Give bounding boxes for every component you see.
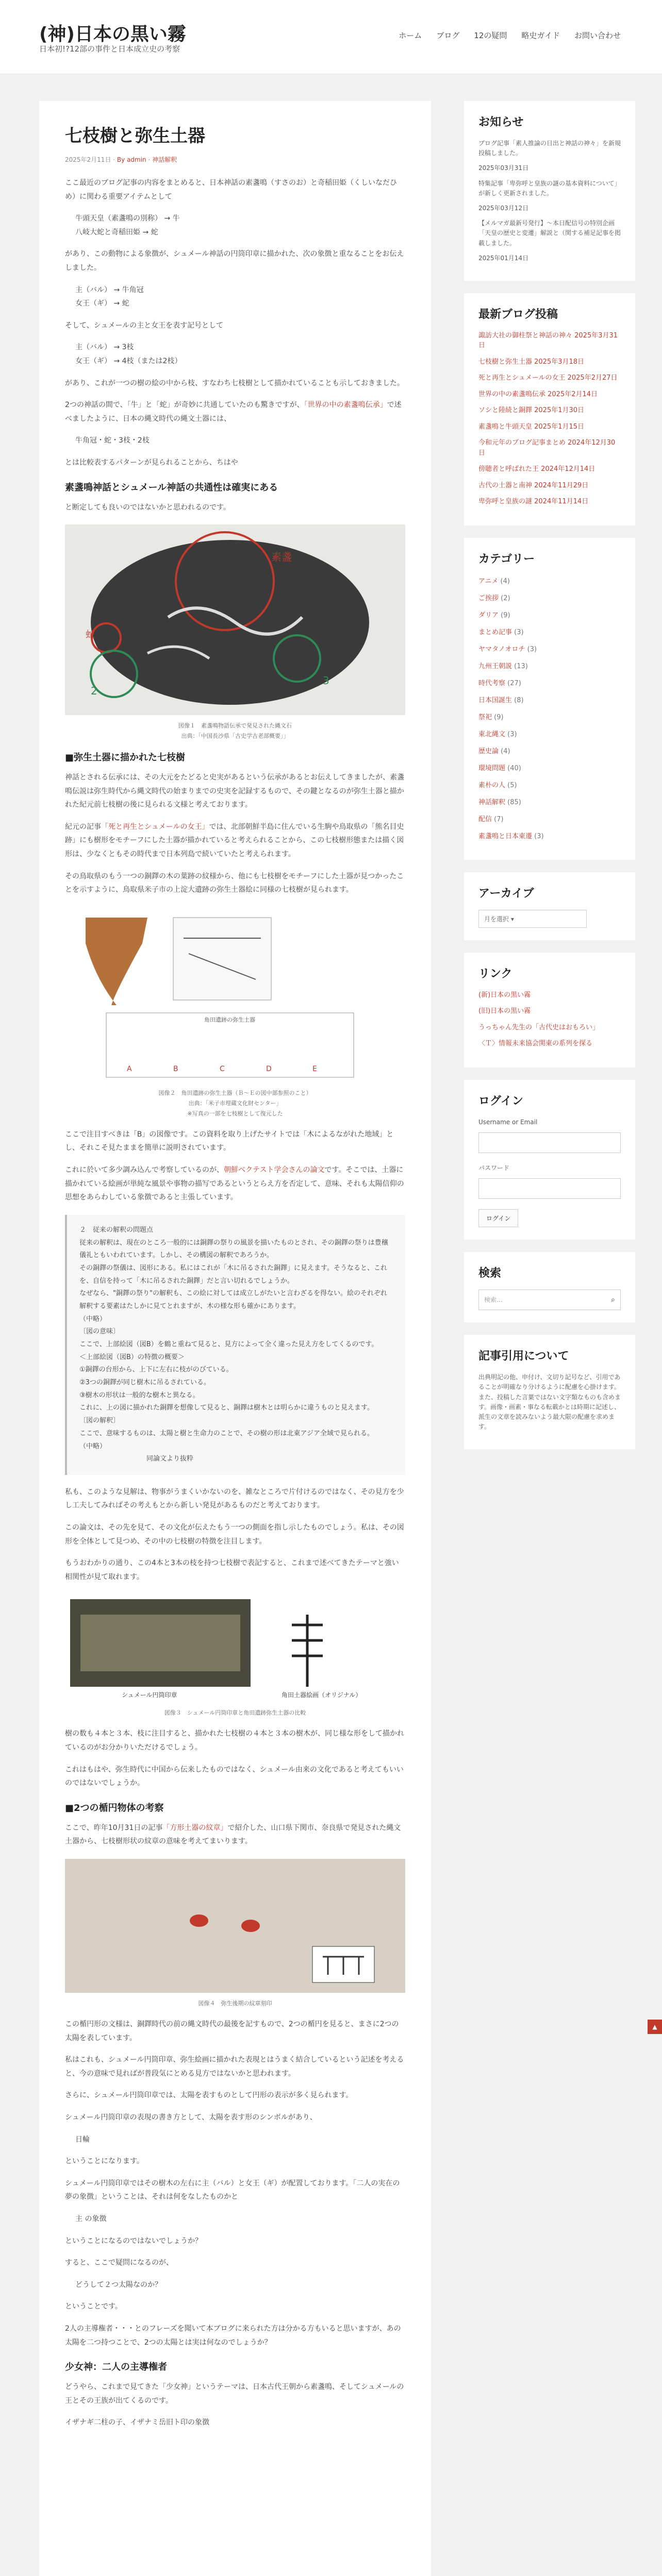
category-item[interactable]	[478, 694, 621, 704]
search-widget	[464, 1252, 635, 1323]
search-icon[interactable]: ⌕	[611, 1296, 615, 1304]
category-name[interactable]: 東北縄文	[478, 730, 506, 738]
quote-line: 従来の解釈は、現在のところ一般的には銅鐸の祭りの風景を描いたものとされ、その銅鐸の祭りは豊穣儀礼ともいわれています。しかし、その構図の解釈であろうか。	[79, 1239, 388, 1260]
paragraph: ここで注目すべきは「B」の図像です。この資料を取り上げたサイトでは「木によるながれた地域」とし、それこそ見たままを簡単に説明されています。	[65, 1130, 394, 1153]
paragraph: とは比較表するパターンが見られることから、ちはや	[65, 458, 238, 467]
post-category[interactable]: 神話解釈	[152, 156, 177, 163]
external-link[interactable]: 〈Ｔ〉情報未来協会関東の系列を探る	[478, 1040, 593, 1048]
category-name[interactable]: 日本国誕生	[478, 696, 512, 704]
paragraph: イザナギ二柱の子、イザナミ岳旧ト印の象徴	[65, 2418, 209, 2427]
quote-line: （中略）	[79, 1315, 107, 1323]
external-link[interactable]: (旧)日本の黒い霧	[478, 1007, 531, 1015]
paragraph	[65, 820, 405, 861]
notice-widget	[464, 101, 635, 281]
quote-line: ①銅鐸の台形から、上下に左右に枝がのびている。	[79, 1366, 233, 1374]
archive-select[interactable]	[478, 910, 587, 928]
category-name[interactable]: 素朴の人	[478, 781, 506, 789]
text: で述べましたように、日本の縄文時代の縄文土器には、	[65, 401, 402, 423]
paragraph: シュメール円筒印章ではその樹木の左右に主（バル）と女王（ギ）が配置しております。「二人の実在の夢の象徴」ということは、それは何をなしたものかと	[65, 2179, 400, 2201]
figure-note: ※写真の一部を七枝樹として復元した	[187, 1110, 283, 1117]
category-name[interactable]: 九州王朝説	[478, 662, 512, 670]
pottery-illustration	[65, 907, 405, 1082]
category-count: (85)	[507, 798, 521, 806]
text: では、北部朝鮮半島に住んでいる生駒や鳥取県の「熊名目史跡」にも樹形をモチーフにした土器が描かれていると考えられることから、この七枝樹形態または描く図形は、少なくともその時代まで日本列島で続いていたと考えられます。	[65, 822, 404, 859]
category-item[interactable]	[478, 814, 621, 823]
widget-title: お知らせ	[478, 116, 524, 129]
category-item[interactable]	[478, 575, 621, 585]
paragraph: 私も、このような見解は、物事がうまくいかないのを、雑なところで片付けるのではなく、その見方を少し工夫してみればその考えもとから新しい発見があるものだと考えております。	[65, 1487, 404, 1510]
username-label: Username or Email	[478, 1118, 538, 1126]
password-input[interactable]	[478, 1178, 621, 1199]
category-count: (7)	[494, 815, 504, 823]
search-placeholder: 検索...	[484, 1296, 503, 1303]
recent-post-link[interactable]: 古代の土器と南神 2024年11月29日	[478, 481, 589, 489]
fig2-label-c: C	[220, 1064, 225, 1073]
category-name[interactable]: 素盞鳴と日本東遷	[478, 832, 533, 840]
widget-title: ログイン	[478, 1094, 523, 1108]
inline-link[interactable]: 「方形土器の紋章」	[162, 1823, 228, 1832]
recent-post-link[interactable]: 傍聴者と呼ばれた王 2024年12月14日	[478, 465, 595, 473]
category-count: (3)	[534, 832, 544, 840]
fig1-label-2: 2	[91, 685, 97, 698]
figure-stone	[65, 524, 405, 715]
category-item[interactable]	[478, 643, 621, 653]
post-date: 2025年2月11日	[65, 156, 111, 163]
notice-item[interactable]: ブログ記事「素人推論の日出と神話の神々」を新規投稿しました。	[478, 140, 621, 157]
fig2-label-a: A	[127, 1064, 132, 1073]
paragraph: この楯円形の文様は、銅鐸時代の前の縄文時代の最後を記すもので、2つの楯円を見ると、まさに2つの太陽を表しています。	[65, 2020, 399, 2042]
category-item[interactable]	[478, 592, 621, 602]
quote-line: なぜなら、"銅鐸の祭り"の解釈も、この絵に対しては成立しがたいと言わざるを得ない。絵のそれぞれ解釈する要素はたしかに見てとれますが、木の様な形も確かにあります。	[79, 1290, 387, 1310]
chevron-down-icon: ▾	[510, 915, 514, 923]
list-line: 牛角冠・蛇・3枝・2枝	[75, 436, 150, 445]
category-count: (3)	[514, 628, 524, 636]
section-heading: 素盞鳴神話とシュメール神話の共通性は確実にある	[65, 482, 278, 493]
post-title: 七枝樹と弥生土器	[65, 126, 205, 146]
category-count: (9)	[494, 713, 504, 721]
category-name[interactable]: 環境問題	[478, 764, 506, 772]
paragraph: すると、ここで疑問になるのが、	[65, 2259, 173, 2267]
paragraph: があり、これが一つの樹の絵の中から枝、すなわち七枝樹として描かれていることも示しておきました。	[65, 379, 404, 387]
category-name[interactable]: 配信	[478, 815, 492, 823]
figure-caption: 図像３ シュメール円筒印章と角田遺跡弥生土器の比較	[164, 1709, 306, 1717]
paragraph: 私はこれも、シュメール円筒印章、弥生絵画に描かれた表現とはうまく結合しているという記述を考えると、今の意味で見ればが普段気にとめる見方ではないかと思われます。	[65, 2056, 404, 2078]
inline-link[interactable]: 「世界の中の素盞鳴伝承」	[304, 401, 387, 410]
category-count: (40)	[507, 764, 521, 772]
category-name[interactable]: 時代考察	[478, 679, 506, 687]
category-name[interactable]: 歴史論	[478, 747, 499, 755]
recent-post-link[interactable]: 諏訪大社の御柱祭と神話の神々 2025年3月31日	[478, 331, 618, 350]
category-count: (8)	[514, 696, 524, 704]
category-item[interactable]	[478, 831, 621, 840]
category-item[interactable]	[478, 762, 621, 772]
fig3-label-sumer: シュメール円筒印章	[122, 1691, 177, 1699]
widget-title: 最新ブログ投稿	[478, 308, 558, 321]
figure-seal-compare	[65, 1594, 405, 1702]
category-count: (3)	[527, 645, 537, 653]
quote-line: ③樹木の形状は一般的な樹木と異なる。	[79, 1391, 200, 1399]
fig2-label-b: B	[173, 1064, 178, 1073]
login-button[interactable]: ログイン	[478, 1209, 518, 1227]
text: 紀元の記事	[65, 822, 101, 831]
login-widget	[464, 1080, 635, 1240]
paragraph: があり、この動物による象徴が、シュメール神話の円筒印章に描かれた、次の象徴と重なることをお伝えしました。	[65, 250, 404, 272]
category-name[interactable]: まとめ記事	[478, 628, 512, 636]
paragraph	[65, 1821, 405, 1849]
category-item[interactable]	[478, 677, 621, 687]
text: 2つの神話の間で、「牛」と「蛇」が奇妙に共通していたのも驚きですが、	[65, 401, 304, 410]
category-count: (4)	[500, 577, 510, 585]
widget-title: 記事引用について	[478, 1350, 569, 1363]
nav-guide[interactable]: 略史ガイド	[521, 31, 560, 40]
category-name[interactable]: ご挨拶	[478, 594, 499, 602]
main-nav	[399, 30, 621, 41]
figure-pottery	[65, 907, 405, 1082]
citation-text: 出典明記の他、申付け、文切り記号など、引用であることが明確なり分けるように配慮を心掛けます。また、投稿した言葉ではない文字類なものも含めます。画像・画素・事なる転載かとは時期に記述し、派生の文章を読みないよう最大限の配慮を求めます。	[478, 1374, 621, 1431]
text: ここで、昨年10月31日の記事	[65, 1823, 163, 1832]
archive-select-value: 月を選択	[484, 915, 509, 923]
quote-line: ②3つの銅鐸が同じ樹木に吊るされている。	[79, 1379, 210, 1387]
quote-line: （中略）	[79, 1442, 107, 1450]
inline-link[interactable]: 朝鮮ベクテスト学会さんの論文	[224, 1166, 325, 1175]
category-count: (4)	[501, 747, 510, 755]
paragraph: 神話とされる伝承には、その大元をたどると史実があるという伝承があるとお伝えしてきましたが、素盞鳴伝説は弥生時代から縄文時代の始まりまでの史実を記録するもので、その鍵となるのが弥生土器と描かれた紀元前七枝樹の後に見られる文様と考えております。	[65, 773, 404, 809]
category-count: (27)	[507, 679, 521, 687]
quote-line: ここで、意味するものは、太陽と樹と生命力のことで、その樹の形は北東アジア全域で見られる。	[79, 1429, 374, 1437]
text: で紹介した、山口県下関市、奈良県で発見された縄文土器から、七枝樹形状の紋章の意味を考えてまいります。	[65, 1823, 401, 1846]
site-header	[0, 0, 662, 74]
text: これに於いて多少調み込んで考察しているのが、	[65, 1166, 224, 1175]
category-item[interactable]	[478, 796, 621, 806]
category-name[interactable]: ヤマタノオロチ	[478, 645, 525, 653]
category-name[interactable]: 祭祀	[478, 713, 492, 721]
paragraph: シュメール円筒印章の表現の書き方として、太陽を表す形のシンボルがあり、	[65, 2113, 317, 2122]
links-widget	[464, 953, 635, 1067]
list-line: 主 の象徴	[75, 2214, 107, 2223]
widget-title: カテゴリー	[478, 552, 535, 566]
notice-item[interactable]: 特集記事「卑弥呼と皇族の謎の基本資料について」が新しく更新されました。	[478, 179, 621, 197]
list-line: 主（バル） → 牛角冠	[75, 285, 144, 294]
category-name[interactable]: アニメ	[478, 577, 499, 585]
widget-title: アーカイブ	[478, 887, 534, 900]
fig1-label-lord: 素盞	[271, 551, 292, 564]
nav-12-questions[interactable]: 12の疑問	[474, 31, 507, 40]
fig3-label-kakuta: 角田土器絵画（オリジナル）	[282, 1691, 362, 1699]
category-count: (9)	[501, 611, 510, 619]
password-label: パスワード	[478, 1164, 510, 1172]
paragraph	[65, 398, 405, 426]
category-item[interactable]	[478, 711, 621, 721]
figure-crest	[65, 1859, 405, 1993]
external-link[interactable]: うっちゃん先生の「古代史はおもろい」	[478, 1023, 600, 1031]
quote-line: その銅鐸の祭儀は、図形にある。私にはこれが「木に吊るされた銅鐸」に見えます。そうなると、これを、自信を持って「木に吊るされた銅鐸」だと言い切れるでしょうか。	[79, 1264, 387, 1285]
paragraph: 樹の数も４本と３本、枝に注目すると、描かれた七枝樹の４本と３本の樹木が、同じ様な形をして描かれているのがお分かりいただけるでしょう。	[65, 1730, 404, 1752]
crest-illustration	[65, 1859, 405, 1993]
quote-line: 〔図の意味〕	[79, 1328, 120, 1336]
list-line: 女王（ギ） → 4枝（または2枝）	[75, 357, 182, 365]
section-heading: ■2つの楯円物体の考察	[65, 1802, 164, 1814]
category-count: (3)	[507, 730, 517, 738]
citation-widget	[464, 1335, 635, 1449]
paragraph: 2人の主導権者・・・とのフレーズを聞いて本ブログに来られた方は分かる方もいると思いますが、あの太陽を二つ持つことで、2つの太陽とは実は何なのでしょうか？	[65, 2324, 401, 2347]
paragraph: ここ最近のブログ記事の内容をまとめると、日本神話の素盞鳴（すさのお）と奇稲田姫（くしいなだひめ）に関わる重要アイテムとして	[65, 179, 397, 201]
paragraph: そして、シュメールの主と女王を表す記号として	[65, 321, 224, 330]
paragraph: どうやら、これまで見てきた「少女神」というテーマは、日本古代王朝から素盞鳴、そしてシュメールの王とその王族が出てくるのです。	[65, 2383, 404, 2405]
quote-source: 同論文より抜粋	[79, 1455, 194, 1463]
quote-line: ここで、上部絵図（図B）を鶴と重ねて見ると、見方によって全く違った見え方をしてくるのです。	[79, 1341, 378, 1348]
recent-post-link[interactable]: 素盞鳴と牛頭天皇 2025年1月15日	[478, 422, 585, 431]
paragraph: ということになります。	[65, 2157, 144, 2166]
username-input[interactable]	[478, 1132, 621, 1153]
list-line: 女王（ギ） → 蛇	[75, 299, 129, 308]
paragraph: ということになるのではないでしょうか？	[65, 2236, 202, 2245]
section-heading: 少女神：二人の主導権者	[65, 2362, 167, 2373]
fig2-title: 角田遺跡の弥生土器	[204, 1016, 255, 1023]
category-item[interactable]	[478, 779, 621, 789]
list-line: 主（バル） → 3枝	[75, 343, 134, 352]
paragraph: さらに、シュメール円筒印章では、太陽を表すものとして円形の表示が多く見られます。	[65, 2091, 353, 2100]
recent-post-link[interactable]: 世界の中の素盞鳴伝承 2025年2月14日	[478, 390, 598, 398]
category-item[interactable]	[478, 728, 621, 738]
quote-line: これに、上の図に描かれた銅鐸を想像して見ると、銅鐸は樹木とは明らかに違うものと見えます。	[79, 1404, 374, 1412]
recent-post-link[interactable]: ソシと陸続と銅鐸 2025年1月30日	[478, 406, 585, 415]
section-heading: ■弥生土器に描かれた七枝樹	[65, 752, 186, 764]
seal-compare-illustration	[65, 1594, 405, 1702]
site-description: 日本初!?12部の事件と日本成立史の考察	[39, 44, 180, 54]
quote-block	[65, 1215, 405, 1475]
paragraph: これはもはや、弥生時代に中国から伝来したものではなく、シュメール由来の文化であると考えてもいいのではないでしょうか。	[65, 1765, 404, 1788]
paragraph	[65, 1163, 405, 1205]
notice-item[interactable]: 【メルマガ最新号発行】～本日配信号の特別企画「天皇の歴史と変遷」解説と（関する補足記事を掲載しました。	[478, 219, 621, 247]
quote-line: 〔図の解釈〕	[79, 1417, 120, 1425]
recent-post-link[interactable]: 卑弥呼と皇族の謎 2024年11月14日	[478, 498, 589, 506]
recent-post-link[interactable]: 死と再生とシュメールの女王 2025年2月27日	[478, 374, 618, 382]
post-author[interactable]: By admin	[117, 156, 146, 163]
categories-widget	[464, 538, 635, 860]
figure-caption: 図像２ 角田遺跡の弥生土器（Ｂ～Ｅの図中部参照のこと）	[158, 1089, 312, 1096]
stone-illustration	[65, 524, 405, 715]
sidebar	[464, 101, 635, 1462]
figure-caption: 図像４ 弥生後期の紋章刻印	[198, 2000, 272, 2007]
nav-home[interactable]: ホーム	[399, 31, 422, 40]
category-name[interactable]: 神話解釈	[478, 798, 506, 806]
fig2-label-e: E	[312, 1064, 317, 1073]
scroll-top-button[interactable]: ▲	[648, 2020, 662, 2034]
recent-post-link[interactable]: 今和元年のブログ記事まとめ 2024年12月30日	[478, 439, 616, 457]
inline-link[interactable]: 「死と再生とシュメールの女王」	[101, 822, 209, 831]
widget-title: リンク	[478, 967, 512, 980]
category-item[interactable]	[478, 609, 621, 619]
figure-caption: 図像１ 素盞鳴物語伝承で発見された縄文石	[178, 722, 292, 730]
category-item[interactable]	[478, 660, 621, 670]
recent-post-link[interactable]: 七枝樹と弥生土器 2025年3月18日	[478, 358, 585, 366]
fig2-label-d: D	[266, 1064, 272, 1073]
external-link[interactable]: (新)日本の黒い霧	[478, 991, 531, 999]
paragraph: その鳥取県のもう一つの銅鐸の木の葉跡の紋様から、他にも七枝樹をモチーフにした土器が見つかったことを示すように、鳥取県米子市の上淀大遺跡の弥生土器絵に同様の七枝樹が見られます。	[65, 872, 404, 894]
nav-contact[interactable]: お問い合わせ	[574, 31, 621, 40]
widget-title: 検索	[478, 1267, 502, 1280]
quote-line: ＜上部絵図（図B）の特徴の概要＞	[79, 1353, 185, 1361]
paragraph: もうおわかりの通り、この4本と3本の枝を持つ七枝樹で表記すると、これまで述べてきたテーマと強い相関性が見て取れます。	[65, 1559, 399, 1581]
paragraph: この論文は、その先を見て、その文化が伝えたもう一つの側面を指し示したものでしょう。私は、その図形を全体として見つめ、その中の七枝樹の特徴を注目します。	[65, 1523, 404, 1546]
paragraph: ということです。	[65, 2302, 122, 2311]
category-count: (5)	[507, 781, 517, 789]
category-count: (2)	[501, 594, 510, 602]
figure-source: 出典：「米子市埋蔵文化財センター」	[188, 1099, 282, 1107]
site-title[interactable]: (神)日本の黒い霧	[39, 24, 186, 45]
notice-date: 2025年03月12日	[478, 204, 529, 212]
quote-line: ２ 従来の解釈の問題点	[79, 1226, 154, 1234]
list-line: どうして２つ太陽なのか？	[75, 2280, 162, 2289]
recent-posts-widget	[464, 293, 635, 526]
list-line: 牛頭天皇（素盞鳴の別称） → 牛	[75, 214, 180, 223]
category-item[interactable]	[478, 626, 621, 636]
fig1-label-snake: 蛇	[86, 630, 95, 641]
notice-date: 2025年03月31日	[478, 164, 529, 172]
list-line: 八岐大蛇と奇稲田姫 → 蛇	[75, 228, 158, 236]
nav-blog[interactable]: ブログ	[436, 31, 460, 40]
text: です。そこでは、土器に描かれている絵画が単純な風景や事物の描写であるというとらえ方を否定して、意味、それも太陽信仰の思想をあらわしている象徴であると主張しています。	[65, 1166, 404, 1202]
post-meta: 2025年2月11日 · By admin · 神話解釈	[65, 156, 177, 163]
list-line: 日輪	[75, 2135, 90, 2144]
figure-source: 出典：「中国長沙県「古史学古老部概要」」	[181, 733, 289, 740]
category-item[interactable]	[478, 745, 621, 755]
fig1-label-3: 3	[323, 674, 329, 687]
search-input[interactable]	[478, 1290, 621, 1310]
post-article	[39, 101, 431, 2576]
category-count: (13)	[514, 662, 528, 670]
archive-widget	[464, 872, 635, 940]
paragraph: と断定しても良いのではないかと思われるのです。	[65, 503, 230, 512]
category-name[interactable]: ダリア	[478, 611, 499, 619]
notice-date: 2025年01月14日	[478, 254, 529, 262]
